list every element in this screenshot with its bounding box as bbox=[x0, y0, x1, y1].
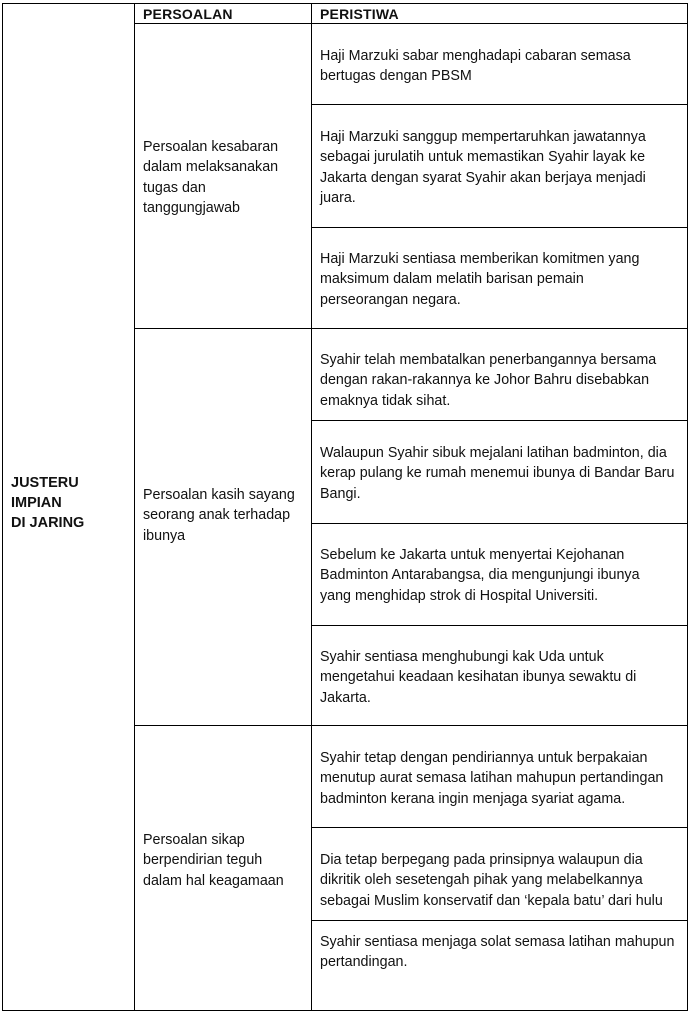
text-line: Syahir telah membatalkan penerbangannya bersama bbox=[320, 352, 657, 368]
text-line: Haji Marzuki sentiasa memberikan komitmen yang bbox=[320, 251, 640, 267]
text-line: menutup aurat semasa latihan mahupun pertandingan bbox=[320, 770, 664, 787]
row-divider bbox=[311, 827, 688, 828]
text-line: perseorangan negara. bbox=[320, 291, 461, 308]
persoalan-cell bbox=[143, 485, 295, 546]
text-line: badminton kerana ingin menjaga syariat agama. bbox=[320, 790, 626, 807]
text-line: dikritik oleh sesetengah pihak yang melabelkannya bbox=[320, 872, 643, 889]
peristiwa-cell bbox=[320, 350, 656, 411]
persoalan-cell bbox=[143, 137, 278, 219]
table-border-right bbox=[687, 3, 688, 1011]
text-line: dalam melaksanakan bbox=[143, 159, 279, 176]
peristiwa-cell bbox=[320, 46, 631, 87]
text-line: emaknya tidak sihat. bbox=[320, 392, 451, 409]
text-line: sebagai Muslim konservatif dan ‘kepala batu’ dari hulu bbox=[320, 892, 663, 909]
text-line: juara. bbox=[320, 190, 356, 207]
text-line: Persoalan sikap bbox=[143, 832, 245, 848]
text-line: Jakarta. bbox=[320, 689, 371, 706]
peristiwa-cell bbox=[320, 850, 663, 911]
text-line: Bangi. bbox=[320, 485, 361, 502]
text-line: seorang anak terhadap bbox=[143, 507, 291, 524]
peristiwa-cell bbox=[320, 443, 674, 504]
text-line: tanggungjawab bbox=[143, 200, 240, 217]
column-divider-2 bbox=[311, 3, 312, 1011]
peristiwa-cell bbox=[320, 127, 646, 209]
text-line: Dia tetap berpegang pada prinsipnya walaupun dia bbox=[320, 852, 643, 868]
row-divider bbox=[311, 625, 688, 626]
title-line: JUSTERU bbox=[11, 475, 79, 491]
text-line: dalam hal keagamaan bbox=[143, 872, 284, 889]
text-line: bertugas dengan PBSM bbox=[320, 68, 472, 85]
text-line: tugas dan bbox=[143, 179, 206, 196]
text-line: Syahir sentiasa menjaga solat semasa latihan mahupun bbox=[320, 934, 675, 950]
persoalan-cell bbox=[143, 830, 284, 891]
text-line: sebagai jurulatih untuk memastikan Syahir layak ke bbox=[320, 149, 646, 166]
peristiwa-cell bbox=[320, 545, 640, 606]
row-divider bbox=[311, 523, 688, 524]
table-border-top bbox=[2, 3, 688, 4]
row-divider bbox=[311, 227, 688, 228]
text-line: Syahir sentiasa menghubungi kak Uda untuk bbox=[320, 649, 604, 665]
peristiwa-cell bbox=[320, 647, 636, 708]
text-line: yang menghidap strok di Hospital Universiti. bbox=[320, 587, 599, 604]
header-persoalan: PERSOALAN bbox=[143, 6, 233, 22]
header-divider bbox=[134, 23, 688, 24]
column-divider-1 bbox=[134, 3, 135, 1011]
table-border-left bbox=[2, 3, 3, 1011]
peristiwa-cell bbox=[320, 932, 674, 973]
text-line: mengetahui keadaan kesihatan ibunya sewaktu di bbox=[320, 669, 637, 686]
text-line: Sebelum ke Jakarta untuk menyertai Kejohanan bbox=[320, 547, 625, 563]
text-line: Haji Marzuki sabar menghadapi cabaran semasa bbox=[320, 48, 631, 64]
text-line: dengan rakan-rakannya ke Johor Bahru disebabkan bbox=[320, 372, 650, 389]
title-line: DI JARING bbox=[11, 515, 85, 531]
peristiwa-cell bbox=[320, 249, 639, 310]
title-line: IMPIAN bbox=[11, 495, 62, 511]
text-line: pertandingan. bbox=[320, 954, 408, 971]
text-line: Syahir tetap dengan pendiriannya untuk berpakaian bbox=[320, 750, 648, 766]
row-divider bbox=[311, 920, 688, 921]
novel-title bbox=[11, 473, 84, 533]
text-line: Badminton Antarabangsa, dia mengunjungi ibunya bbox=[320, 567, 640, 584]
group-divider bbox=[134, 725, 688, 726]
text-line: berpendirian teguh bbox=[143, 852, 263, 869]
peristiwa-cell bbox=[320, 748, 663, 809]
row-divider bbox=[311, 104, 688, 105]
text-line: kerap pulang ke rumah menemui ibunya di Bandar Baru bbox=[320, 465, 675, 482]
text-line: ibunya bbox=[143, 527, 186, 544]
text-line: Persoalan kasih sayang bbox=[143, 487, 295, 503]
text-line: maksimum dalam melatih barisan pemain bbox=[320, 271, 584, 288]
text-line: Persoalan kesabaran bbox=[143, 139, 279, 155]
header-peristiwa: PERISTIWA bbox=[320, 6, 399, 22]
text-line: Walaupun Syahir sibuk mejalani latihan badminton, dia bbox=[320, 445, 667, 461]
text-line: Jakarta dengan syarat Syahir akan berjaya menjadi bbox=[320, 169, 646, 186]
row-divider bbox=[311, 420, 688, 421]
group-divider bbox=[134, 328, 688, 329]
text-line: Haji Marzuki sanggup mempertaruhkan jawatannya bbox=[320, 129, 646, 145]
table-border-bottom bbox=[2, 1010, 688, 1011]
